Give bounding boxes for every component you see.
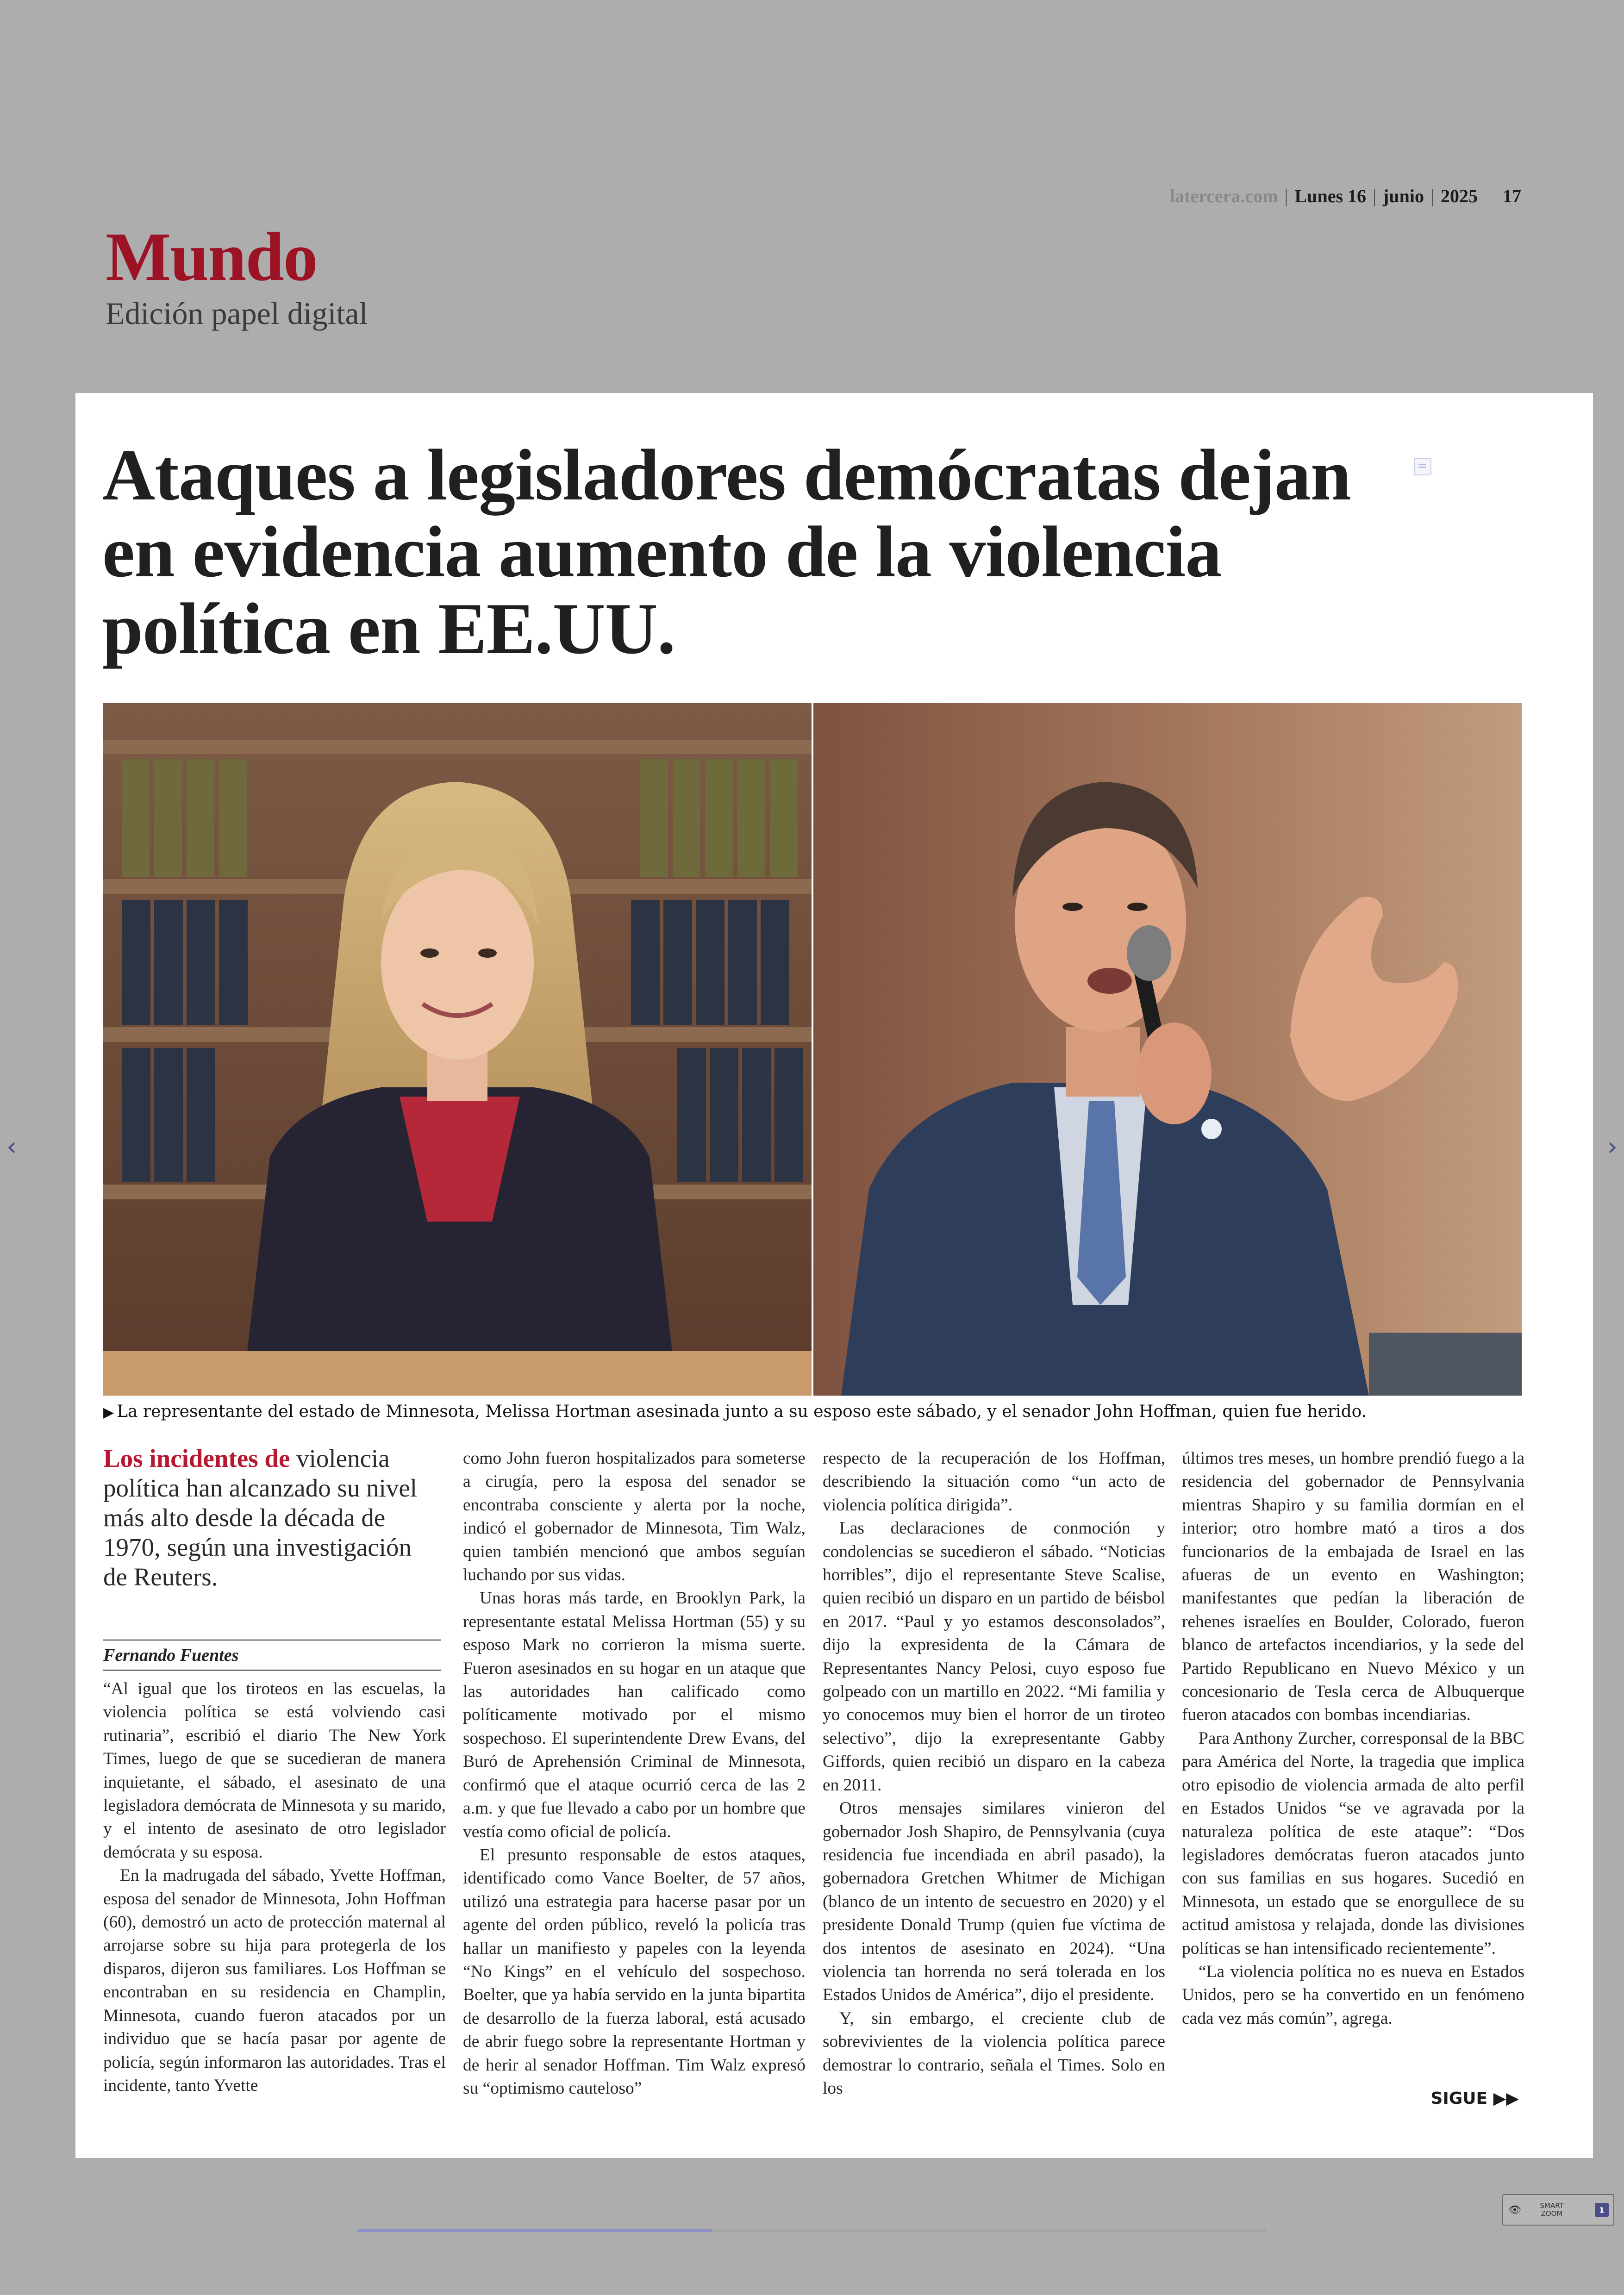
article-headline: Ataques a legisladores demócratas dejan en evidencia aumento de la violencia política en EE.UU. bbox=[102, 435, 1351, 669]
paragraph: Las declaraciones de conmoción y condolencias se sucedieron el sábado. “Noticias horribles”, dijo el representante Steve Scalise, quien recibió un disparo en un partido de béisbol en 2017. “Paul y yo estamos desconsolados”, dijo la expresidenta de la Cámara de Representantes Nancy Pelosi, cuyo esposo fue golpeado con un martillo en 2022. “Mi familia y yo conocemos muy bien el horror de un tiroteo selectivo”, dijo la exrepresentante Gabby Giffords, quien recibió un disparo en la cabeza en 2011. bbox=[823, 1519, 1165, 1795]
page-progress-fill bbox=[357, 2229, 712, 2232]
byline-divider bbox=[103, 1670, 441, 1671]
issue-day: Lunes 16 bbox=[1294, 186, 1367, 206]
next-page-chevron-icon[interactable]: › bbox=[1607, 1132, 1618, 1162]
smart-zoom-label-line2: ZOOM bbox=[1541, 2209, 1563, 2218]
site-name: latercera.com bbox=[1169, 186, 1278, 206]
byline: Fernando Fuentes bbox=[103, 1646, 239, 1665]
page-number: 17 bbox=[1503, 186, 1521, 206]
lead-text: violencia política han alcanzado su nivel más alto desde la década de 1970, según una investigación de Reuters. bbox=[103, 1444, 418, 1591]
bookmark-icon[interactable] bbox=[1414, 458, 1431, 475]
smart-zoom-label-line1: SMART bbox=[1540, 2201, 1564, 2210]
paragraph: En la madrugada del sábado, Yvette Hoffman, esposa del senador de Minnesota, John Hoffman (60), demostró un acto de protección maternal al arrojarse sobre su hija para protegerla de los disparos, dijeron sus familiares. Los Hoffman se encontraban en su residencia en Champlin, Minnesota, cuando fueron atacados por un individuo que se hacía pasar por agente de policía, según informaron las autoridades. Tras el incidente, tanto Yvette bbox=[103, 1866, 446, 2095]
continue-label: SIGUE ▶▶ bbox=[1430, 2089, 1519, 2108]
issue-month: junio bbox=[1383, 186, 1424, 206]
smart-zoom-button[interactable] bbox=[1502, 2194, 1614, 2226]
caption-triangle-icon: ▶ bbox=[103, 1404, 114, 1421]
viewer-top-area bbox=[0, 0, 1624, 93]
page-progress-bar[interactable] bbox=[357, 2229, 1267, 2232]
paragraph: Otros mensajes similares vinieron del gobernador Josh Shapiro, de Pennsylvania (cuya residencia fue incendiada en abril pasado), la gobernadora Gretchen Whitmer de Michigan (blanco de un intento de secuestro en 2020) y el presidente Donald Trump (quien fue víctima de dos intentos de asesinato en 2024). “Una violencia tan horrenda no será tolerada en los Estados Unidos de América”, dijo el presidente. bbox=[823, 1799, 1165, 2005]
photo-caption bbox=[103, 1402, 1522, 1421]
paragraph: Para Anthony Zurcher, corresponsal de la BBC para América del Norte, la tragedia que implica otro episodio de violencia armada de alto perfil en Estados Unidos “se ve agravada por la naturaleza política de este ataque”: “Dos legisladores demócratas fueron atacados junto con sus familias en sus hogares. Sucedió en Minnesota, un estado que se enorgullece de su actitud amistosa y relajada, donde las divisiones políticas se han intensificado recientemente”. bbox=[1182, 1728, 1524, 1958]
article-column-4 bbox=[1182, 1447, 1524, 2030]
article-column-1 bbox=[103, 1678, 446, 2097]
photo-right-illustration bbox=[813, 703, 1522, 1396]
prev-page-chevron-icon[interactable]: ‹ bbox=[6, 1132, 17, 1162]
paragraph: como John fueron hospitalizados para someterse a cirugía, pero la esposa del senador se encontraba consciente y alerta por la noche, indicó el gobernador de Minnesota, Tim Walz, quien también mencionó que ambos seguían luchando por sus vidas. bbox=[463, 1449, 806, 1585]
paragraph: El presunto responsable de estos ataques, identificado como Vance Boelter, de 57 años, utilizó una estrategia para hacerse pasar por un agente del orden público, reveló la policía tras hallar un manifiesto y papeles con la leyenda “No Kings” en el vehículo del sospechoso. Boelter, que ya había servido en la junta bipartita de desarrollo de la fuerza laboral, está acusado de abrir fuego sobre la representante Hortman y de herir al senador Hoffman. Tim Walz expresó su “optimismo cauteloso” bbox=[463, 1845, 806, 2098]
paragraph: Unas horas más tarde, en Brooklyn Park, la representante estatal Melissa Hortman (55) y su esposo Mark no corrieron la misma suerte. Fueron asesinados en su hogar en un ataque que las autoridades han calificado como políticamente motivado por el mismo sospechoso. El superintendente Drew Evans, del Buró de Aprehensión Criminal de Minnesota, confirmó que el ataque ocurrió cerca de las 2 a.m. y que fue llevado a cabo por un hombre que vestía como oficial de policía. bbox=[463, 1589, 806, 1841]
newspaper-page bbox=[75, 393, 1593, 2158]
smart-zoom-count-badge: 1 bbox=[1595, 2203, 1609, 2217]
eye-icon: 👁 bbox=[1508, 2204, 1521, 2216]
issue-year: 2025 bbox=[1441, 186, 1478, 206]
paragraph: “Al igual que los tiroteos en las escuelas, la violencia política se está volviendo casi rutinaria”, escribió el diario The New York Times, luego de que se sucedieran de manera inquietante, el sábado, el asesinato de una legisladora demócrata de Minnesota y su marido, y el intento de asesinato de otro legislador demócrata y su esposa. bbox=[103, 1679, 446, 1862]
meta-separator: | bbox=[1284, 186, 1288, 206]
article-column-2 bbox=[463, 1447, 806, 2100]
paragraph: respecto de la recuperación de los Hoffman, describiendo la situación como “un acto de violencia política dirigida”. bbox=[823, 1449, 1165, 1515]
meta-separator: | bbox=[1430, 186, 1434, 206]
section-title: Mundo bbox=[106, 218, 317, 295]
meta-separator: | bbox=[1373, 186, 1377, 206]
section-subtitle: Edición papel digital bbox=[106, 296, 368, 331]
paragraph: “La violencia política no es nueva en Estados Unidos, pero se ha convertido en un fenómeno cada vez más común”, agrega. bbox=[1182, 1962, 1524, 2028]
lead-kicker: Los incidentes de bbox=[103, 1444, 290, 1472]
caption-text: La representante del estado de Minnesota, Melissa Hortman asesinada junto a su esposo este sábado, y el senador John Hoffman, quien fue herido. bbox=[117, 1402, 1367, 1421]
article-lead bbox=[103, 1444, 437, 1592]
paragraph: Y, sin embargo, el creciente club de sobrevivientes de la violencia política parece demostrar lo contrario, señala el Times. Solo en los bbox=[823, 2008, 1165, 2098]
smart-zoom-label bbox=[1526, 2202, 1577, 2218]
photo-melissa-hortman bbox=[103, 703, 812, 1396]
article-column-3 bbox=[823, 1447, 1165, 2100]
photo-john-hoffman bbox=[813, 703, 1522, 1396]
photo-left-illustration bbox=[103, 703, 812, 1396]
paragraph: últimos tres meses, un hombre prendió fuego a la residencia del gobernador de Pennsylvania mientras Shapiro y su familia dormían en el interior; otro hombre mató a tiros a dos funcionarios de la embajada de Israel en las afueras de un evento en Washington; manifestantes que pedían la liberación de rehenes israelíes en Boulder, Colorado, fueron blanco de artefactos incendiarios, y la sede del Partido Republicano en Nuevo México y un concesionario de Tesla cerca de Albuquerque fueron atacados con bombas incendiarias. bbox=[1182, 1449, 1524, 1725]
page-meta-line bbox=[1170, 185, 1521, 207]
